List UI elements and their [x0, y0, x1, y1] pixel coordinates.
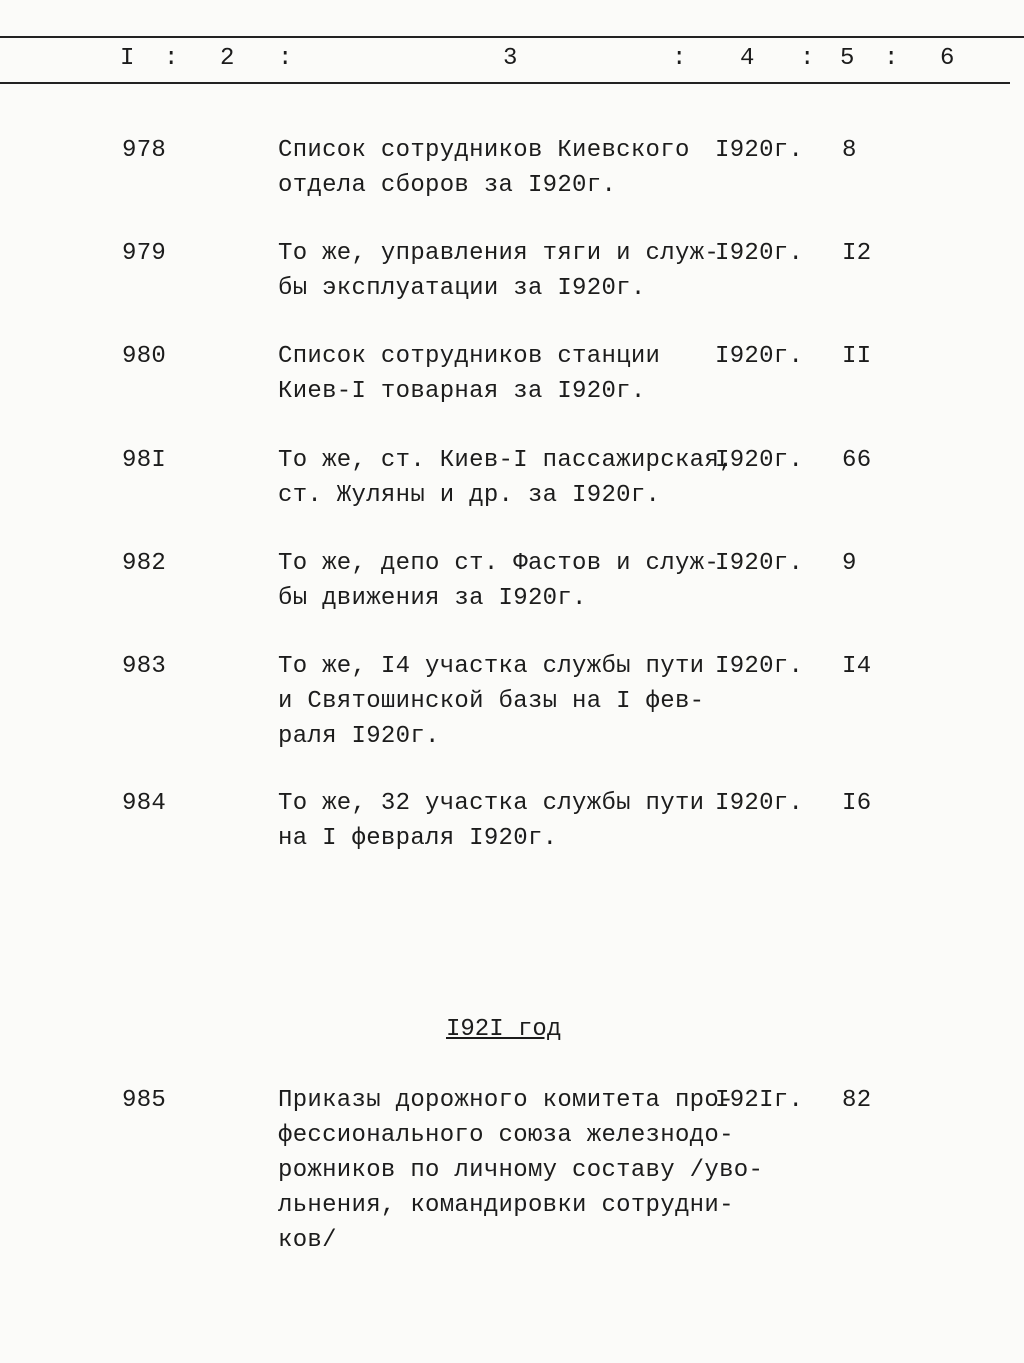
entry-sheet-count: 82	[842, 1087, 872, 1114]
entry-year: I92Iг.	[715, 1087, 804, 1114]
entry-title-line: льнения, командировки сотрудни-	[278, 1192, 734, 1219]
entry-title-line: рожников по личному составу /уво-	[278, 1157, 764, 1184]
entry-year: I920г.	[715, 653, 804, 680]
entry-year: I920г.	[715, 137, 804, 164]
col-header-5: 5	[840, 45, 855, 72]
col-header-4: 4	[740, 45, 755, 72]
entry-sheet-count: I2	[842, 240, 872, 267]
entry-year: I920г.	[715, 447, 804, 474]
entry-title-line: и Святошинской базы на I фев-	[278, 688, 705, 715]
entry-title-line: на I февраля I920г.	[278, 825, 558, 852]
col-separator: :	[672, 45, 687, 72]
entry-number: 982	[122, 550, 167, 577]
entry-title-line: То же, депо ст. Фастов и служ-	[278, 550, 720, 577]
entry-number: 984	[122, 790, 167, 817]
entry-number: 978	[122, 137, 167, 164]
entry-title-line: раля I920г.	[278, 723, 440, 750]
entry-title	[278, 786, 704, 856]
entry-year: I920г.	[715, 343, 804, 370]
entry-year: I920г.	[715, 550, 804, 577]
entry-title-line: То же, ст. Киев-I пассажирская,	[278, 447, 734, 474]
entry-title-line: бы движения за I920г.	[278, 585, 587, 612]
col-header-6: 6	[940, 45, 955, 72]
col-header-3: 3	[503, 45, 518, 72]
entry-title	[278, 546, 719, 616]
col-header-1: I	[120, 45, 135, 72]
entry-number: 98I	[122, 447, 167, 474]
entry-title-line: Список сотрудников Киевского	[278, 137, 690, 164]
entry-title-line: отдела сборов за I920г.	[278, 172, 617, 199]
section-heading-1921: I92I год	[446, 1016, 562, 1043]
entry-title-line: ков/	[278, 1227, 337, 1254]
entry-title-line: Киев-I товарная за I920г.	[278, 378, 646, 405]
entry-title-line: ст. Жуляны и др. за I920г.	[278, 482, 661, 509]
entry-number: 985	[122, 1087, 167, 1114]
entry-year: I920г.	[715, 240, 804, 267]
entry-title-line: То же, управления тяги и служ-	[278, 240, 720, 267]
entry-title-line: фессионального союза железнодо-	[278, 1122, 734, 1149]
entry-title	[278, 236, 719, 306]
entry-year: I920г.	[715, 790, 804, 817]
entry-title-line: То же, 32 участка службы пути	[278, 790, 705, 817]
entry-title-line: То же, I4 участка службы пути	[278, 653, 705, 680]
entry-title	[278, 339, 660, 409]
entry-number: 979	[122, 240, 167, 267]
col-separator: :	[278, 45, 293, 72]
entry-number: 980	[122, 343, 167, 370]
entry-title	[278, 133, 690, 203]
header-top-rule	[0, 36, 1024, 38]
entry-title-line: Приказы дорожного комитета про-	[278, 1087, 734, 1114]
col-separator: :	[800, 45, 815, 72]
entry-title	[278, 1083, 763, 1258]
entry-sheet-count: 9	[842, 550, 857, 577]
entry-number: 983	[122, 653, 167, 680]
entry-title-line: бы эксплуатации за I920г.	[278, 275, 646, 302]
col-separator: :	[164, 45, 179, 72]
entry-sheet-count: I4	[842, 653, 872, 680]
entry-sheet-count: 66	[842, 447, 872, 474]
entry-title	[278, 649, 704, 754]
header-bottom-rule	[0, 82, 1010, 84]
entry-sheet-count: II	[842, 343, 872, 370]
col-separator: :	[884, 45, 899, 72]
entry-sheet-count: 8	[842, 137, 857, 164]
entry-sheet-count: I6	[842, 790, 872, 817]
entry-title	[278, 443, 734, 513]
entry-title-line: Список сотрудников станции	[278, 343, 661, 370]
col-header-2: 2	[220, 45, 235, 72]
